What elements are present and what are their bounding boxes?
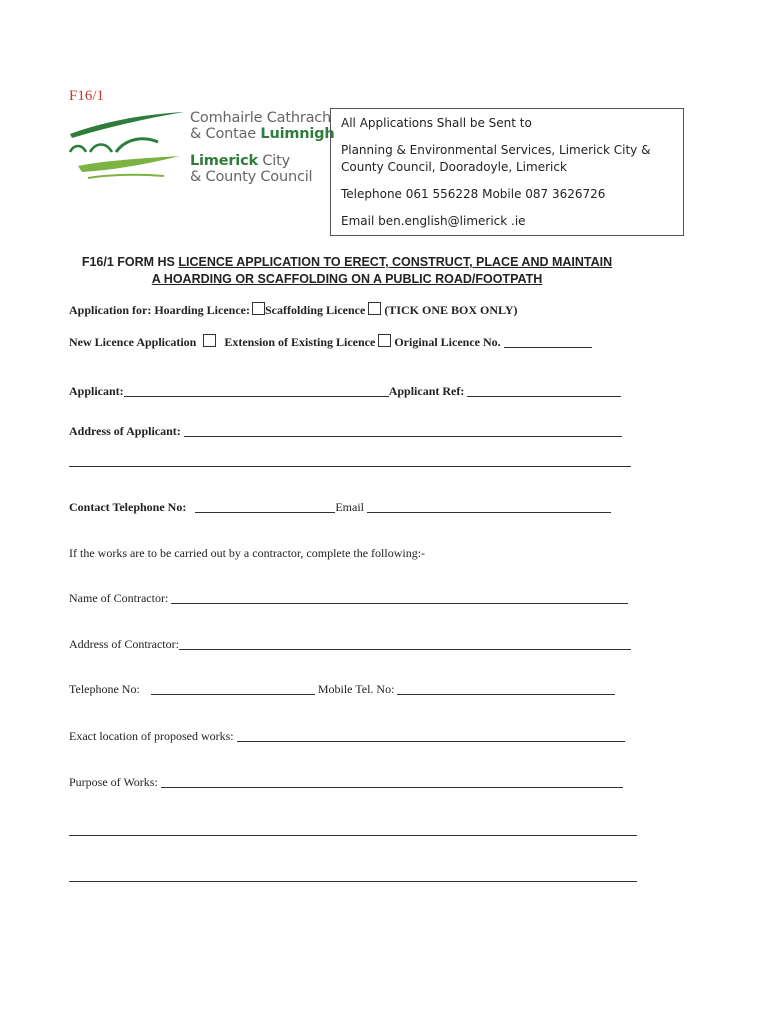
telephone-field[interactable] — [151, 683, 315, 695]
address-applicant-row — [69, 424, 622, 439]
purpose-line-3 — [69, 869, 637, 884]
logo-english-city: City — [257, 153, 290, 169]
application-for-row — [69, 302, 518, 318]
address-applicant-field-2[interactable] — [69, 455, 631, 467]
original-licence-field[interactable] — [504, 336, 592, 348]
mobile-label: Mobile Tel. No: — [317, 682, 395, 696]
submission-info-box — [330, 108, 684, 236]
logo-irish-line1: Comhairle Cathrach — [190, 110, 332, 126]
purpose-field[interactable] — [161, 776, 623, 788]
purpose-field-3[interactable] — [69, 870, 637, 882]
new-licence-checkbox[interactable] — [203, 334, 216, 347]
address-applicant-field[interactable] — [184, 425, 622, 437]
name-contractor-label: Name of Contractor: — [69, 591, 169, 605]
purpose-line-2 — [69, 823, 637, 838]
exact-location-label: Exact location of proposed works: — [69, 729, 234, 743]
form-title — [37, 254, 657, 288]
application-for-label: Application for: Hoarding Licence: — [69, 303, 250, 317]
email-label: Email — [335, 500, 365, 514]
name-contractor-field[interactable] — [171, 592, 628, 604]
applicant-label: Applicant: — [69, 384, 124, 398]
address-contractor-field[interactable] — [179, 638, 631, 650]
address-contractor-label: Address of Contractor: — [69, 637, 179, 651]
contact-tel-field[interactable] — [195, 501, 335, 513]
purpose-label: Purpose of Works: — [69, 775, 158, 789]
info-line-5: Email ben.english@limerick .ie — [341, 214, 526, 228]
address-contractor-row — [69, 637, 631, 652]
exact-location-row — [69, 729, 625, 744]
applicant-field[interactable] — [124, 385, 389, 397]
applicant-row — [69, 384, 621, 399]
logo-english-line2: & County Council — [190, 169, 313, 185]
purpose-field-2[interactable] — [69, 824, 637, 836]
contractor-note: If the works are to be carried out by a contractor, complete the following:- — [69, 546, 426, 560]
contact-row — [69, 500, 611, 515]
logo-irish-name: Luimnigh — [260, 126, 335, 142]
form-code: F16/1 — [69, 88, 105, 104]
exact-location-field[interactable] — [237, 730, 625, 742]
info-line-1: All Applications Shall be Sent to — [341, 116, 532, 130]
address-applicant-line-2 — [69, 454, 631, 469]
title-line-2: A HOARDING OR SCAFFOLDING ON A PUBLIC ROAD/FOOTPATH — [151, 272, 543, 286]
applicant-ref-label: Applicant Ref: — [388, 384, 465, 398]
hoarding-licence-checkbox[interactable] — [252, 302, 265, 315]
new-licence-label: New Licence Application — [69, 335, 197, 349]
email-field[interactable] — [367, 501, 611, 513]
licence-type-row — [69, 334, 592, 350]
address-applicant-label: Address of Applicant: — [69, 424, 181, 438]
scaffolding-licence-checkbox[interactable] — [368, 302, 381, 315]
scaffolding-label: Scaffolding Licence — [264, 303, 366, 317]
logo-english-line1 — [190, 153, 290, 169]
purpose-row — [69, 775, 623, 790]
telephone-label: Telephone No: — [69, 682, 140, 696]
title-prefix: F16/1 FORM HS — [81, 255, 179, 269]
applicant-ref-field[interactable] — [467, 385, 621, 397]
original-licence-label: Original Licence No. — [394, 335, 501, 349]
name-contractor-row — [69, 591, 628, 606]
tick-one-note: (TICK ONE BOX ONLY) — [384, 303, 518, 317]
info-line-2: Planning & Environmental Services, Limerick City & — [341, 143, 651, 157]
extension-checkbox[interactable] — [378, 334, 391, 347]
title-line-1: LICENCE APPLICATION TO ERECT, CONSTRUCT, PLACE AND MAINTAIN — [178, 255, 613, 269]
council-logo-icon — [68, 108, 186, 186]
mobile-field[interactable] — [397, 683, 615, 695]
logo-irish-amp: & Contae — [190, 126, 261, 142]
contact-tel-label: Contact Telephone No: — [69, 500, 187, 514]
logo-irish-line2 — [190, 126, 334, 142]
contractor-phone-row — [69, 682, 615, 697]
info-line-4: Telephone 061 556228 Mobile 087 3626726 — [341, 187, 606, 201]
extension-label: Extension of Existing Licence — [224, 335, 376, 349]
logo-english-name: Limerick — [190, 153, 258, 169]
info-line-3: County Council, Dooradoyle, Limerick — [341, 160, 567, 174]
